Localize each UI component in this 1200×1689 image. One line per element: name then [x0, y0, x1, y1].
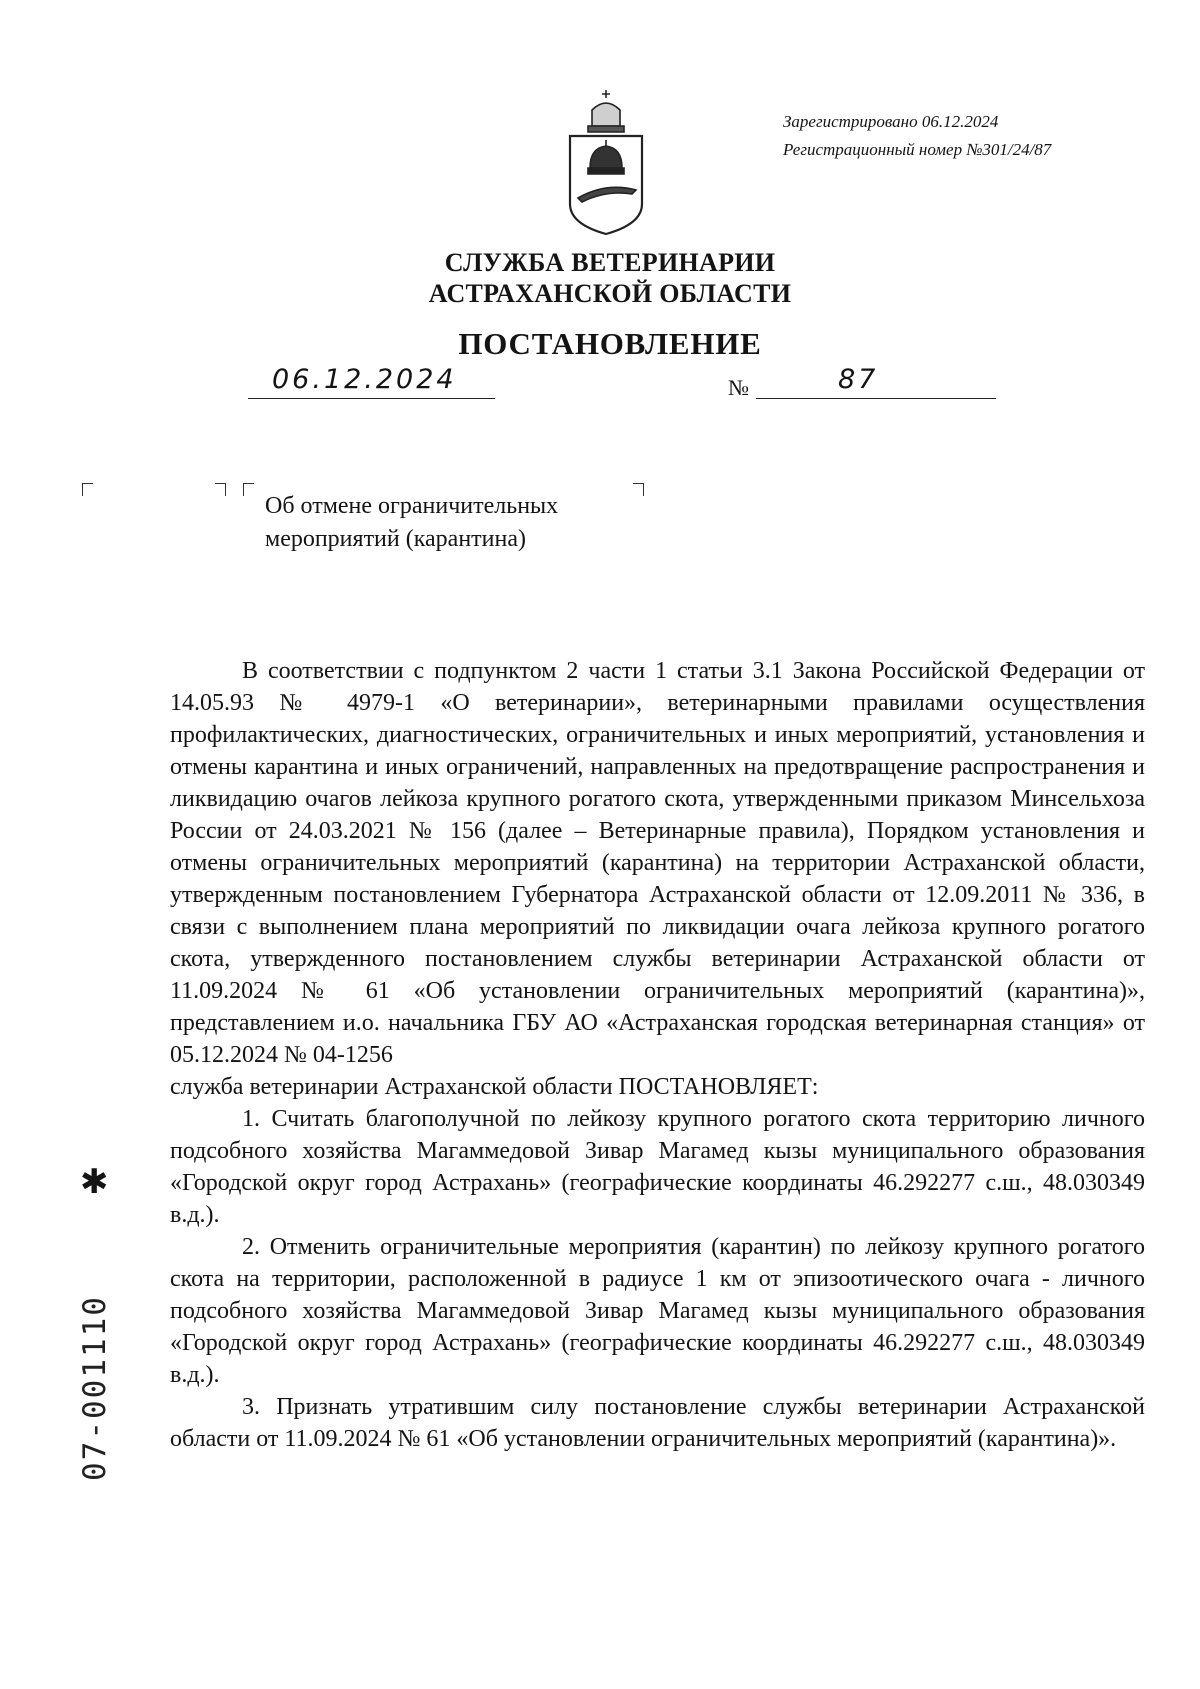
organization-line2: АСТРАХАНСКОЙ ОБЛАСТИ: [428, 279, 792, 308]
item-2: 2. Отменить ограничительные мероприятия (карантин) по лейкозу крупного рогатого скота на территории, расположенной в радиусе 1 км от эпизоотического очага - личного подсобного хозяйства Магаммедовой Зивар Магамед кызы муниципального образования «Городской округ город Астрахань» (географические координаты 46.292277 с.ш., 48.030349 в.д.).: [170, 1234, 1145, 1388]
registration-number: Регистрационный номер №301/24/87: [783, 140, 1052, 159]
corner-mark-mid-right: [215, 483, 226, 496]
item-1: 1. Считать благополучной по лейкозу крупного рогатого скота территорию личного подсобного хозяйства Магаммедовой Зивар Магамед кызы муниципального образования «Городской округ город Астрахань» (географические координаты 46.292277 с.ш., 48.030349 в.д.).: [170, 1106, 1145, 1228]
document-body: [170, 655, 1145, 1455]
organization-line1: СЛУЖБА ВЕТЕРИНАРИИ: [444, 248, 776, 277]
corner-mark-right: [633, 483, 644, 496]
corner-mark-left: [82, 483, 93, 496]
handwritten-date: 06.12.2024: [272, 364, 457, 395]
registration-date: Зарегистрировано 06.12.2024: [783, 112, 999, 131]
subject-line1: Об отмене ограничительных: [265, 493, 559, 519]
item-3: 3. Признать утратившим силу постановление службы ветеринарии Астраханской области от 11.09.2024 № 61 «Об установлении ограничительных мероприятий (карантина)».: [170, 1394, 1145, 1452]
corner-mark-mid-left: [243, 483, 254, 496]
document-subject: [265, 490, 558, 556]
handwritten-number: 87: [838, 364, 879, 395]
number-label: №: [728, 375, 749, 400]
coat-of-arms-icon: [562, 86, 650, 236]
preamble-paragraph: В соответствии с подпунктом 2 части 1 статьи 3.1 Закона Российской Федерации от 14.05.93 № 4979-1 «О ветеринарии», ветеринарными правилами осуществления профилактических, диагностических, ограничительных и иных мероприятий, установления и отмены карантина и иных ограничений, направленных на предотвращение распространения и ликвидацию очагов лейкоза крупного рогатого скота, утвержденными приказом Минсельхоза России от 24.03.2021 № 156 (далее – Ветеринарные правила), Порядком установления и отмены ограничительных мероприятий (карантина) на территории Астраханской области, утвержденным постановлением Губернатора Астраханской области от 12.09.2011 № 336, в связи с выполнением плана мероприятий по ликвидации очага лейкоза крупного рогатого скота, утвержденного постановлением службы ветеринарии Астраханской области от 11.09.2024 № 61 «Об установлении ограничительных мероприятий (карантина)», представлением и.о. начальника ГБУ АО «Астраханская городская ветеринарная станция» от 05.12.2024 № 04-1256: [170, 658, 1145, 1068]
resolves-line: служба ветеринарии Астраханской области ПОСТАНОВЛЯЕТ:: [170, 1074, 819, 1100]
subject-line2: мероприятий (карантина): [265, 526, 526, 552]
asterisk-mark-icon: ✱: [80, 1162, 109, 1202]
document-title: ПОСТАНОВЛЕНИЕ: [458, 326, 762, 361]
stamp-code: 07-001110: [77, 1295, 113, 1481]
